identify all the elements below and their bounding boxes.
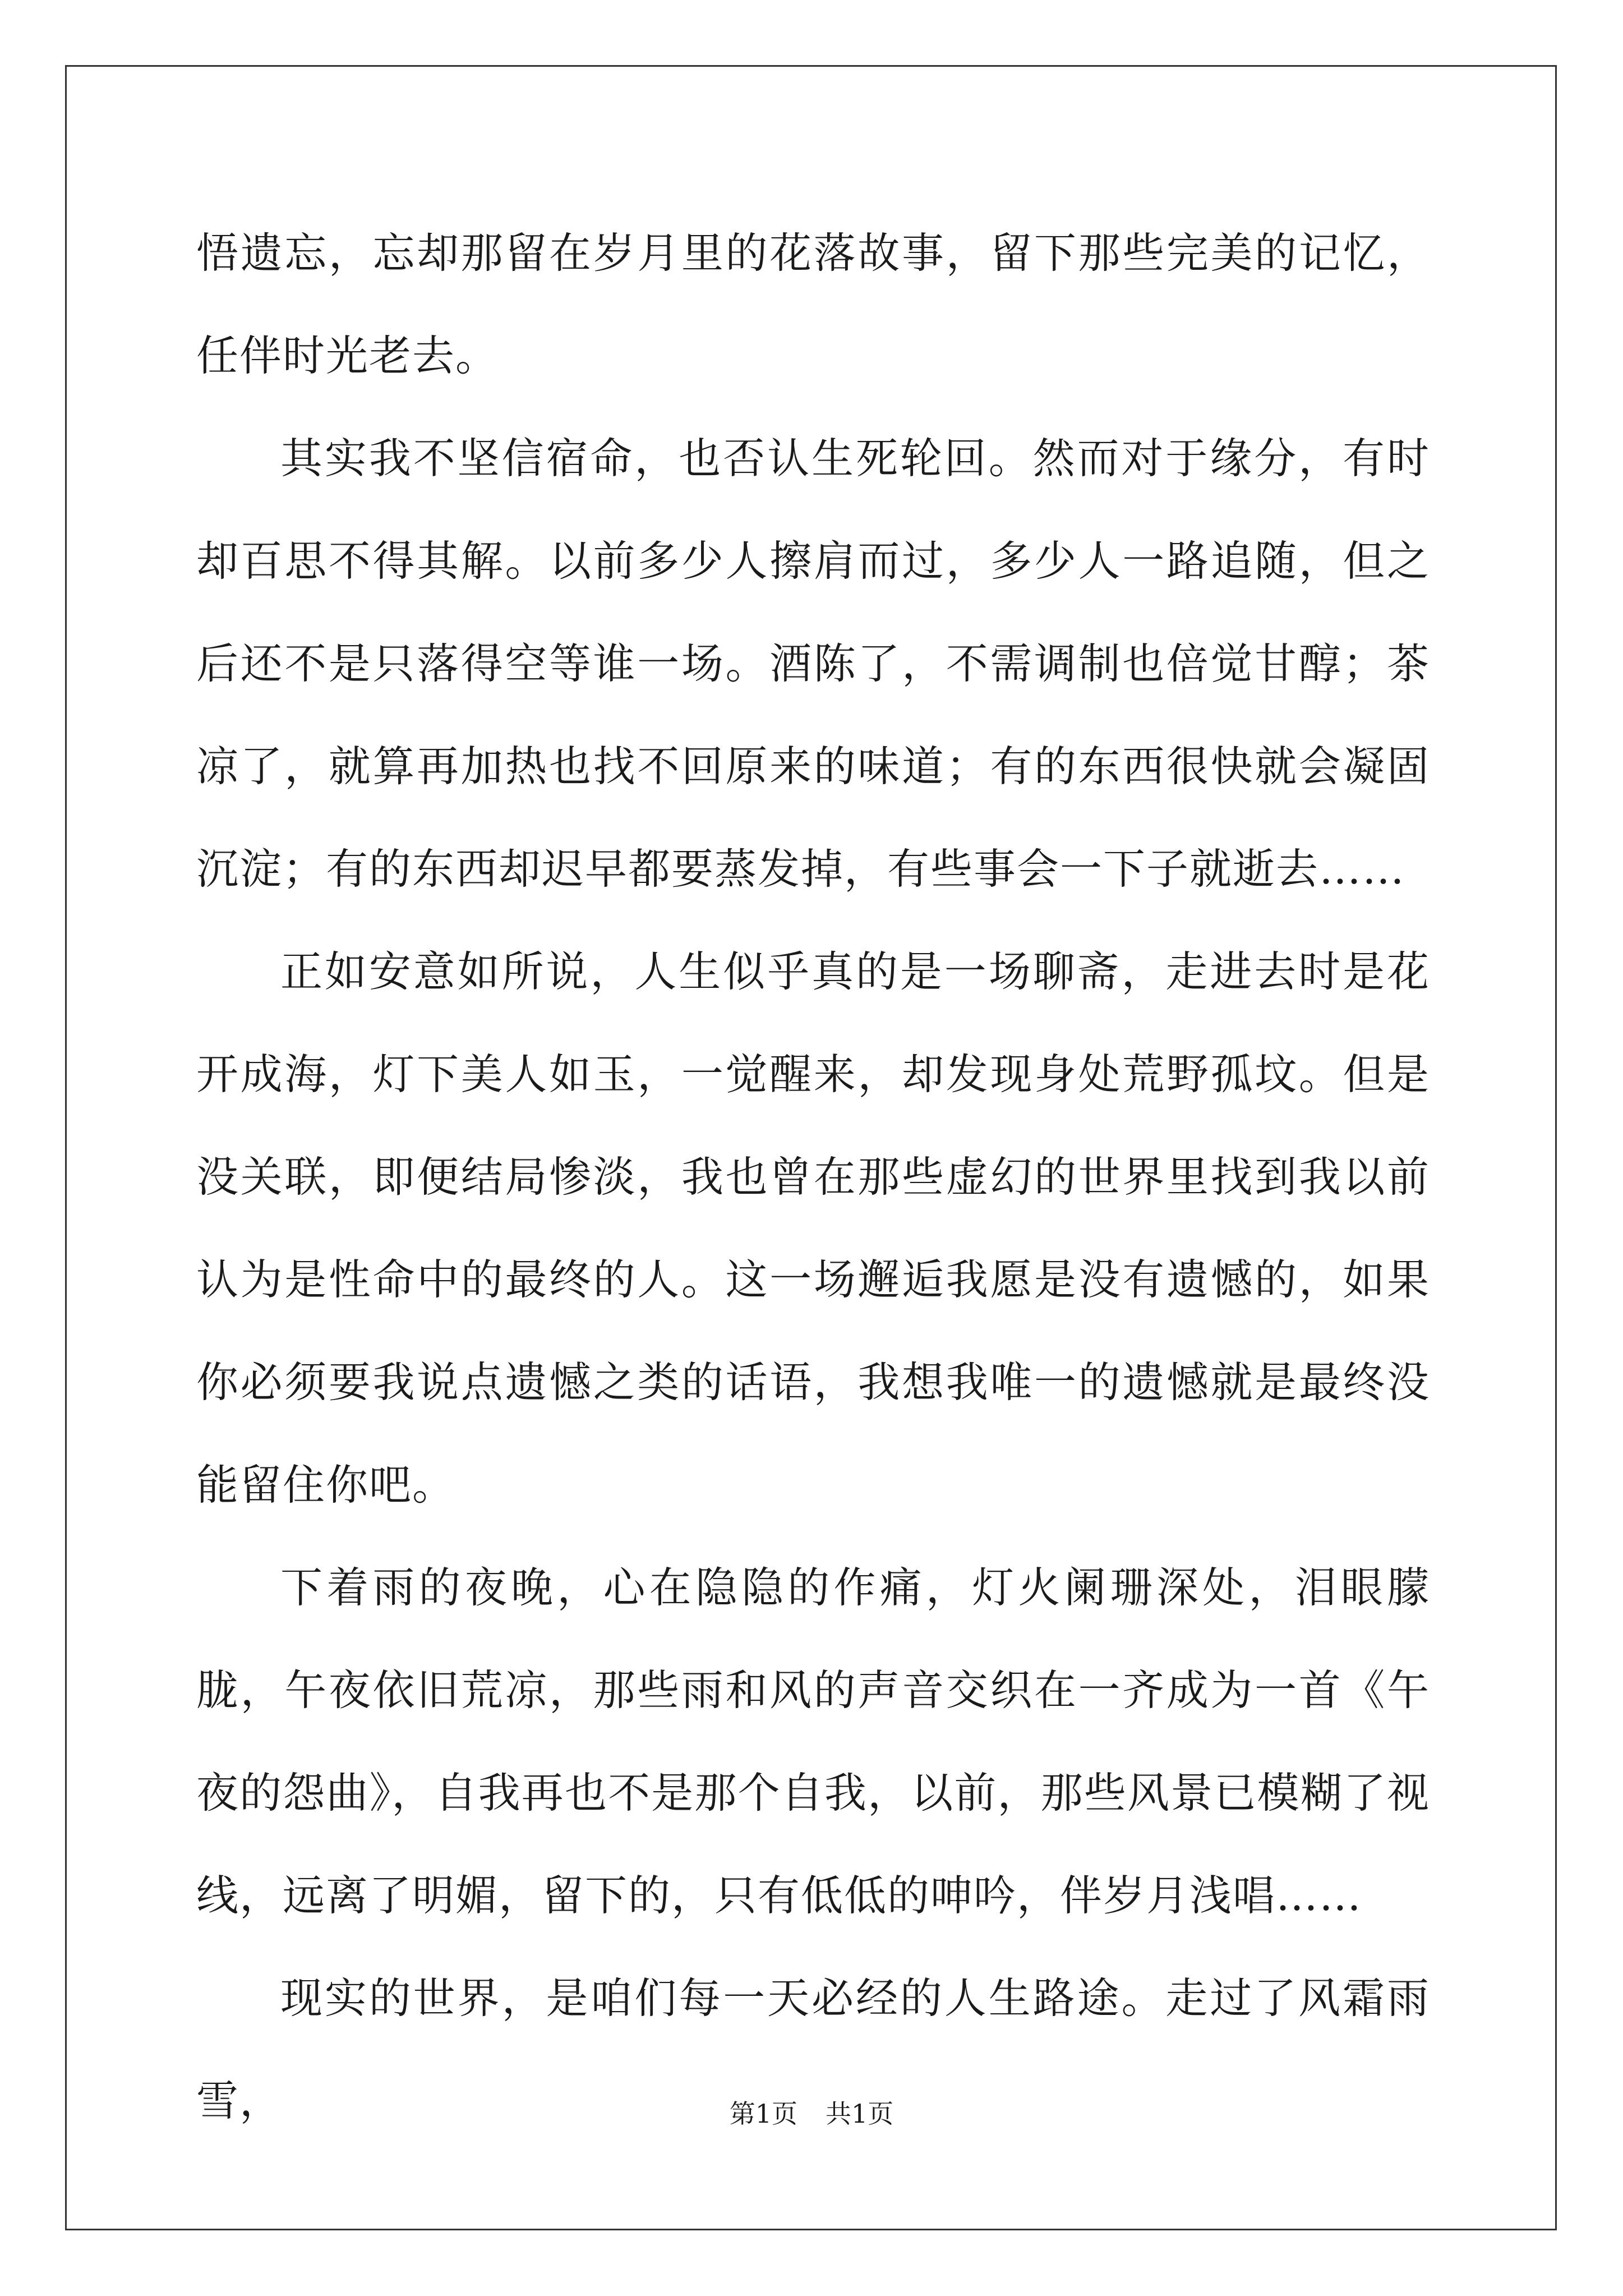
paragraph-2: 其实我不坚信宿命，也否认生死轮回。然而对于缘分，有时却百思不得其解。以前多少人擦肩而过，多少人一路追随，但之后还不是只落得空等谁一场。酒陈了，不需调制也倍觉甘醇；茶凉了，就算再加热也找不回原来的味道；有的东西很快就会凝固沉淀；有的东西却迟早都要蒸发掉，有些事会一下子就逝去…… <box>196 434 1430 894</box>
paragraph-3: 正如安意如所说，人生似乎真的是一场聊斋，走进去时是花开成海，灯下美人如玉，一觉醒来，却发现身处荒野孤坟。但是没关联，即便结局惨淡，我也曾在那些虚幻的世界里找到我以前认为是性命中的最终的人。这一场邂逅我愿是没有遗憾的，如果你必须要我说点遗憾之类的话语，我想我唯一的遗憾就是最终没能留住你吧。 <box>196 947 1430 1510</box>
paragraph-4: 下着雨的夜晚，心在隐隐的作痛，灯火阑珊深处，泪眼朦胧，午夜依旧荒凉，那些雨和风的声音交织在一齐成为一首《午夜的怨曲》，自我再也不是那个自我，以前，那些风景已模糊了视线，远离了明媚，留下的，只有低低的呻吟，伴岁月浅唱…… <box>196 1563 1430 1920</box>
paragraph-5: 现实的世界，是咱们每一天必经的人生路途。走过了风霜雨雪， <box>196 1973 1430 2125</box>
page-number-total: 共1页 <box>826 2099 894 2129</box>
paragraph-1: 悟遗忘，忘却那留在岁月里的花落故事，留下那些完美的记忆，任伴时光老去。 <box>196 228 1430 380</box>
page-footer <box>0 2097 1623 2131</box>
document-body <box>196 202 1430 2152</box>
page-number-current: 第1页 <box>729 2099 797 2129</box>
